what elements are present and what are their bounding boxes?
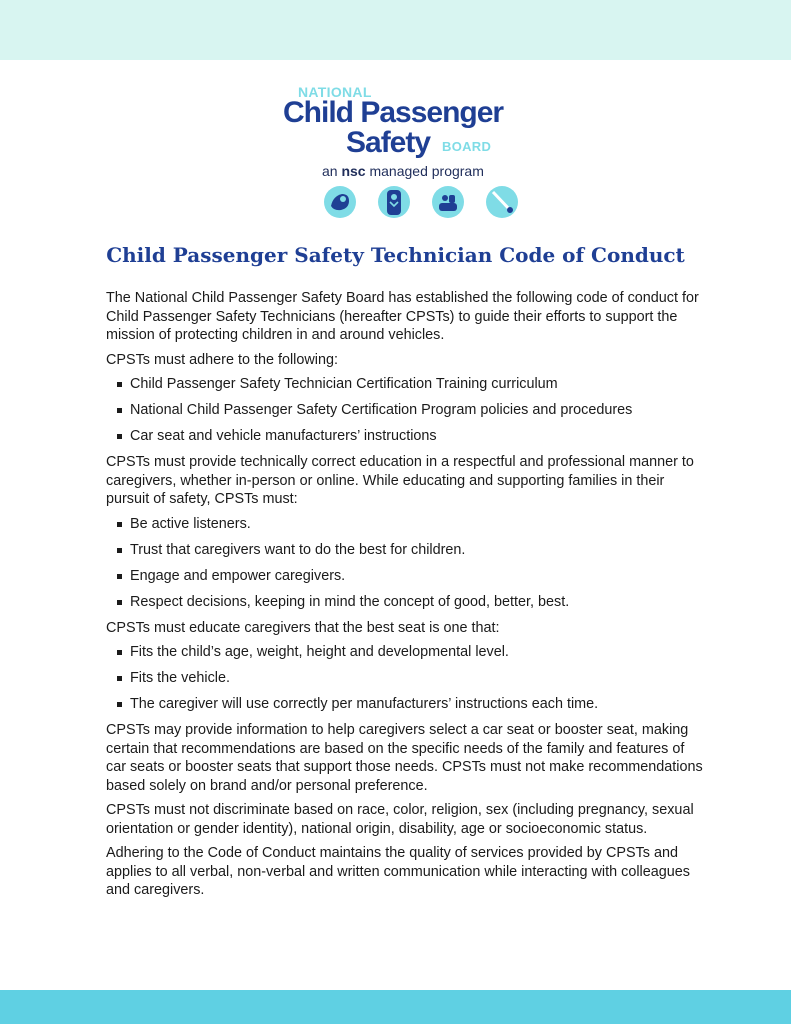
logo-board-text: BOARD <box>442 139 492 154</box>
list-item: Fits the child’s age, weight, height and developmental level. <box>116 643 706 662</box>
list-item: The caregiver will use correctly per manufacturers’ instructions each time. <box>116 695 706 714</box>
logo-icons <box>318 184 518 220</box>
cpsb-logo <box>0 84 791 224</box>
section1-lead: CPSTs must adhere to the following: <box>106 351 338 368</box>
bottom-band <box>0 990 791 1024</box>
infant-seat-icon <box>322 184 358 220</box>
section2-lead: CPSTs must provide technically correct education in a respectful and professional manner to caregivers, whether in-person or online. While educating and supporting families in their pursuit of safety, CPSTs must: <box>106 454 694 507</box>
list-item: Child Passenger Safety Technician Certification Training curriculum <box>116 375 706 394</box>
list-item: Car seat and vehicle manufacturers’ instructions <box>116 427 706 446</box>
discrimination-paragraph: CPSTs must not discriminate based on race, color, religion, sex (including pregnancy, sexual orientation or gender identity), national origin, disability, age or socioeconomic status. <box>106 802 694 837</box>
list-item: Be active listeners. <box>116 515 706 534</box>
list-item: Engage and empower caregivers. <box>116 567 706 586</box>
logo-sub-suffix: managed program <box>369 163 484 179</box>
section2-list <box>106 515 706 612</box>
page-title: Child Passenger Safety Technician Code of Conduct <box>106 243 685 267</box>
seat-belt-icon <box>484 184 520 220</box>
booster-seat-icon <box>430 184 466 220</box>
list-item: Respect decisions, keeping in mind the concept of good, better, best. <box>116 593 706 612</box>
section3-lead: CPSTs must educate caregivers that the best seat is one that: <box>106 619 500 636</box>
top-band <box>0 0 791 60</box>
logo-national-text: NATIONAL <box>298 84 372 100</box>
logo-sub-org: nsc <box>341 163 366 179</box>
intro-paragraph: The National Child Passenger Safety Board has established the following code of conduct for Child Passenger Safety Technicians (hereafter CPSTs) to guide their efforts to support the mission of protecting children in and around vehicles. <box>106 290 699 343</box>
section1-list <box>106 375 706 446</box>
closing-paragraph: Adhering to the Code of Conduct maintains the quality of services provided by CPSTs and applies to all verbal, non-verbal and written communication while interacting with colleagues and caregivers. <box>106 845 690 898</box>
section3-list <box>106 643 706 714</box>
logo-sub-prefix: an <box>322 163 338 179</box>
list-item: National Child Passenger Safety Certification Program policies and procedures <box>116 401 706 420</box>
recommendation-paragraph: CPSTs may provide information to help caregivers select a car seat or booster seat, making certain that recommendations are based on the specific needs of the family and features of car seats or booster seats that support those needs. CPSTs must not make recommendations based solely on brand and/or personal preference. <box>106 722 703 794</box>
code-of-conduct-body <box>106 289 706 906</box>
logo-line2-text: Safety <box>346 126 431 159</box>
logo-line1-text: Child Passenger <box>283 96 504 129</box>
logo-subtitle <box>322 163 484 179</box>
list-item: Trust that caregivers want to do the best for children. <box>116 541 706 560</box>
list-item: Fits the vehicle. <box>116 669 706 688</box>
child-seat-icon <box>376 184 412 220</box>
